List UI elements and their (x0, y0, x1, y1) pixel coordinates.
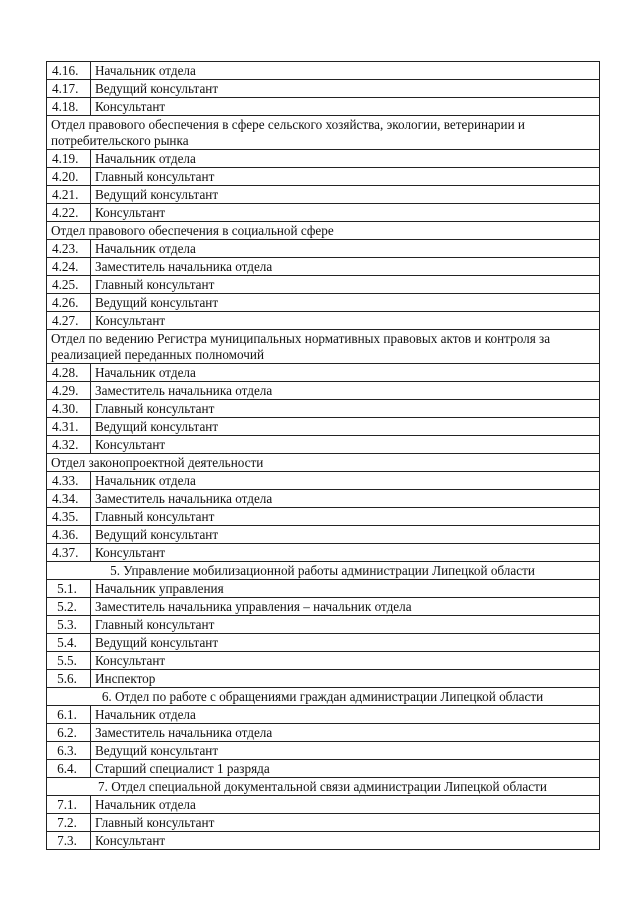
table-row (47, 742, 600, 760)
position-title: Главный консультант (91, 400, 600, 418)
table-row (47, 706, 600, 724)
position-title: Главный консультант (91, 168, 600, 186)
department-title: Отдел правового обеспечения в социальной сфере (47, 222, 600, 240)
position-title: Главный консультант (91, 814, 600, 832)
table-row (47, 150, 600, 168)
row-number: 4.23. (47, 240, 91, 258)
row-number: 4.28. (47, 364, 91, 382)
department-title: Отдел по ведению Регистра муниципальных нормативных правовых актов и контроля за реализацией переданных полномочий (47, 330, 600, 364)
table-row (47, 294, 600, 312)
table-row (47, 98, 600, 116)
position-title: Ведущий консультант (91, 526, 600, 544)
position-title: Консультант (91, 312, 600, 330)
department-header-row (47, 454, 600, 472)
row-number: 4.21. (47, 186, 91, 204)
row-number: 4.32. (47, 436, 91, 454)
position-title: Ведущий консультант (91, 742, 600, 760)
position-title: Консультант (91, 204, 600, 222)
table-row (47, 276, 600, 294)
table-row (47, 724, 600, 742)
position-title: Начальник отдела (91, 240, 600, 258)
position-title: Начальник управления (91, 580, 600, 598)
table-row (47, 204, 600, 222)
table-row (47, 490, 600, 508)
section-title: 5. Управление мобилизационной работы администрации Липецкой области (47, 562, 600, 580)
table-row (47, 382, 600, 400)
table-row (47, 472, 600, 490)
position-title: Главный консультант (91, 508, 600, 526)
department-header-row (47, 116, 600, 150)
row-number: 6.4. (47, 760, 91, 778)
table-row (47, 670, 600, 688)
position-title: Заместитель начальника отдела (91, 724, 600, 742)
section-title: 6. Отдел по работе с обращениями граждан администрации Липецкой области (47, 688, 600, 706)
row-number: 4.35. (47, 508, 91, 526)
row-number: 5.2. (47, 598, 91, 616)
position-title: Начальник отдела (91, 364, 600, 382)
position-title: Заместитель начальника отдела (91, 490, 600, 508)
section-header-row (47, 778, 600, 796)
table-row (47, 80, 600, 98)
department-header-row (47, 222, 600, 240)
position-title: Ведущий консультант (91, 418, 600, 436)
row-number: 4.37. (47, 544, 91, 562)
position-title: Заместитель начальника управления – начальник отдела (91, 598, 600, 616)
position-title: Консультант (91, 652, 600, 670)
table-row (47, 418, 600, 436)
row-number: 6.1. (47, 706, 91, 724)
position-title: Начальник отдела (91, 150, 600, 168)
table-row (47, 580, 600, 598)
row-number: 5.5. (47, 652, 91, 670)
position-title: Ведущий консультант (91, 634, 600, 652)
row-number: 4.30. (47, 400, 91, 418)
table-row (47, 634, 600, 652)
position-title: Заместитель начальника отдела (91, 382, 600, 400)
position-title: Инспектор (91, 670, 600, 688)
table-row (47, 796, 600, 814)
row-number: 4.24. (47, 258, 91, 276)
position-title: Ведущий консультант (91, 80, 600, 98)
department-title: Отдел правового обеспечения в сфере сельского хозяйства, экологии, ветеринарии и потребительского рынка (47, 116, 600, 150)
table-row (47, 652, 600, 670)
row-number: 4.31. (47, 418, 91, 436)
position-title: Начальник отдела (91, 796, 600, 814)
row-number: 4.27. (47, 312, 91, 330)
row-number: 4.36. (47, 526, 91, 544)
position-title: Начальник отдела (91, 706, 600, 724)
position-title: Консультант (91, 98, 600, 116)
row-number: 4.20. (47, 168, 91, 186)
row-number: 4.33. (47, 472, 91, 490)
row-number: 5.6. (47, 670, 91, 688)
table-row (47, 832, 600, 850)
row-number: 6.2. (47, 724, 91, 742)
row-number: 7.1. (47, 796, 91, 814)
row-number: 7.2. (47, 814, 91, 832)
table-row (47, 526, 600, 544)
department-header-row (47, 330, 600, 364)
table-row (47, 760, 600, 778)
position-title: Главный консультант (91, 276, 600, 294)
position-title: Начальник отдела (91, 62, 600, 80)
position-title: Старший специалист 1 разряда (91, 760, 600, 778)
table-row (47, 598, 600, 616)
table-row (47, 436, 600, 454)
section-header-row (47, 688, 600, 706)
table-row (47, 508, 600, 526)
table-row (47, 186, 600, 204)
row-number: 4.22. (47, 204, 91, 222)
row-number: 6.3. (47, 742, 91, 760)
table-row (47, 312, 600, 330)
position-title: Ведущий консультант (91, 186, 600, 204)
row-number: 4.19. (47, 150, 91, 168)
position-title: Консультант (91, 436, 600, 454)
row-number: 4.34. (47, 490, 91, 508)
position-title: Консультант (91, 832, 600, 850)
row-number: 4.17. (47, 80, 91, 98)
table-row (47, 814, 600, 832)
positions-table-body (47, 62, 600, 850)
row-number: 4.26. (47, 294, 91, 312)
position-title: Заместитель начальника отдела (91, 258, 600, 276)
row-number: 4.16. (47, 62, 91, 80)
row-number: 4.18. (47, 98, 91, 116)
table-row (47, 62, 600, 80)
row-number: 4.25. (47, 276, 91, 294)
table-row (47, 258, 600, 276)
department-title: Отдел законопроектной деятельности (47, 454, 600, 472)
position-title: Ведущий консультант (91, 294, 600, 312)
row-number: 5.4. (47, 634, 91, 652)
section-title: 7. Отдел специальной документальной связи администрации Липецкой области (47, 778, 600, 796)
row-number: 7.3. (47, 832, 91, 850)
table-row (47, 616, 600, 634)
position-title: Консультант (91, 544, 600, 562)
positions-table (46, 61, 600, 850)
position-title: Главный консультант (91, 616, 600, 634)
table-row (47, 544, 600, 562)
table-row (47, 168, 600, 186)
table-row (47, 240, 600, 258)
row-number: 4.29. (47, 382, 91, 400)
row-number: 5.1. (47, 580, 91, 598)
table-row (47, 400, 600, 418)
position-title: Начальник отдела (91, 472, 600, 490)
section-header-row (47, 562, 600, 580)
table-row (47, 364, 600, 382)
row-number: 5.3. (47, 616, 91, 634)
